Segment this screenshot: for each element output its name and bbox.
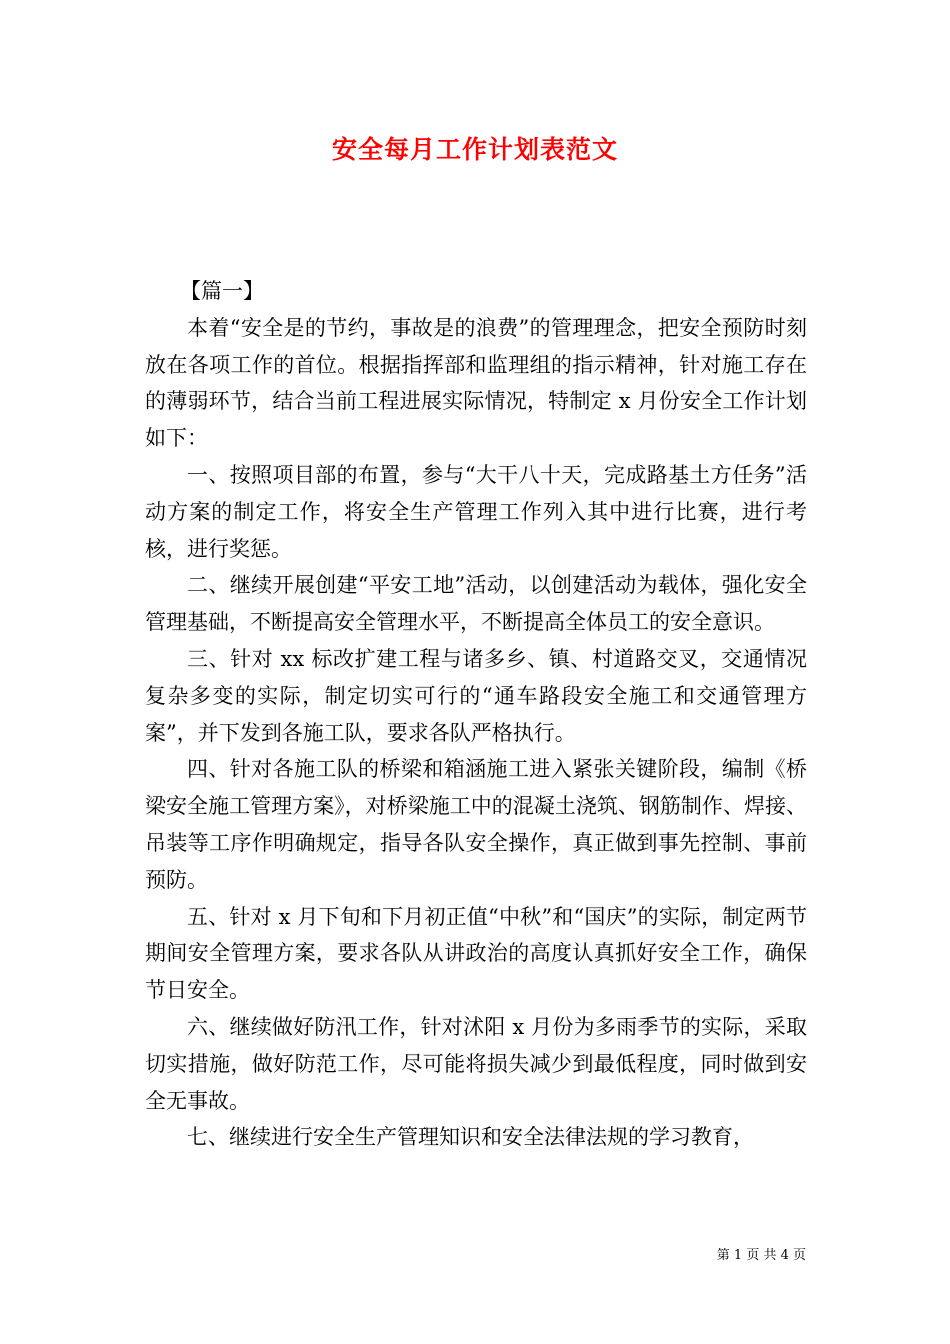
paragraph-item-1: 一、按照项目部的布置，参与“大干八十天，完成路基土方任务”活动方案的制定工作，将安全生产管理工作列入其中进行比赛，进行考核，进行奖惩。 bbox=[145, 462, 807, 561]
paragraph-item-3: 三、针对 xx 标改扩建工程与诸多乡、镇、村道路交叉，交通情况复杂多变的实际，制定切实可行的“通车路段安全施工和交通管理方案”，并下发到各施工队，要求各队严格执行。 bbox=[145, 646, 807, 745]
paragraph-item-6: 六、继续做好防汛工作，针对沭阳 x 月份为多雨季节的实际，采取切实措施，做好防范工作，尽可能将损失减少到最低程度，同时做到安全无事故。 bbox=[145, 1014, 807, 1113]
page-number-footer: 第 1 页 共 4 页 bbox=[716, 1248, 806, 1263]
section-heading: 【篇一】 bbox=[180, 279, 264, 303]
paragraph-item-7: 七、继续进行安全生产管理知识和安全法律法规的学习教育， bbox=[187, 1125, 754, 1150]
document-title: 安全每月工作计划表范文 bbox=[331, 135, 618, 164]
paragraph-item-4: 四、针对各施工队的桥梁和箱涵施工进入紧张关键阶段，编制《桥梁安全施工管理方案》，对桥梁施工中的混凝土浇筑、钢筋制作、焊接、吊装等工序作明确规定，指导各队安全操作，真正做到事先控制、事前预防。 bbox=[145, 757, 807, 892]
paragraph-item-5: 五、针对 x 月下旬和下月初正值“中秋”和“国庆”的实际，制定两节期间安全管理方案，要求各队从讲政治的高度认真抓好安全工作，确保节日安全。 bbox=[145, 904, 807, 1003]
document-body bbox=[145, 273, 807, 1156]
paragraph-item-2: 二、继续开展创建“平安工地”活动，以创建活动为载体，强化安全管理基础，不断提高安全管理水平，不断提高全体员工的安全意识。 bbox=[145, 573, 807, 635]
paragraph-intro: 本着“安全是的节约，事故是的浪费”的管理理念，把安全预防时刻放在各项工作的首位。根据指挥部和监理组的指示精神，针对施工存在的薄弱环节，结合当前工程进展实际情况，特制定 x 月份安全工作计划如下： bbox=[145, 315, 807, 451]
